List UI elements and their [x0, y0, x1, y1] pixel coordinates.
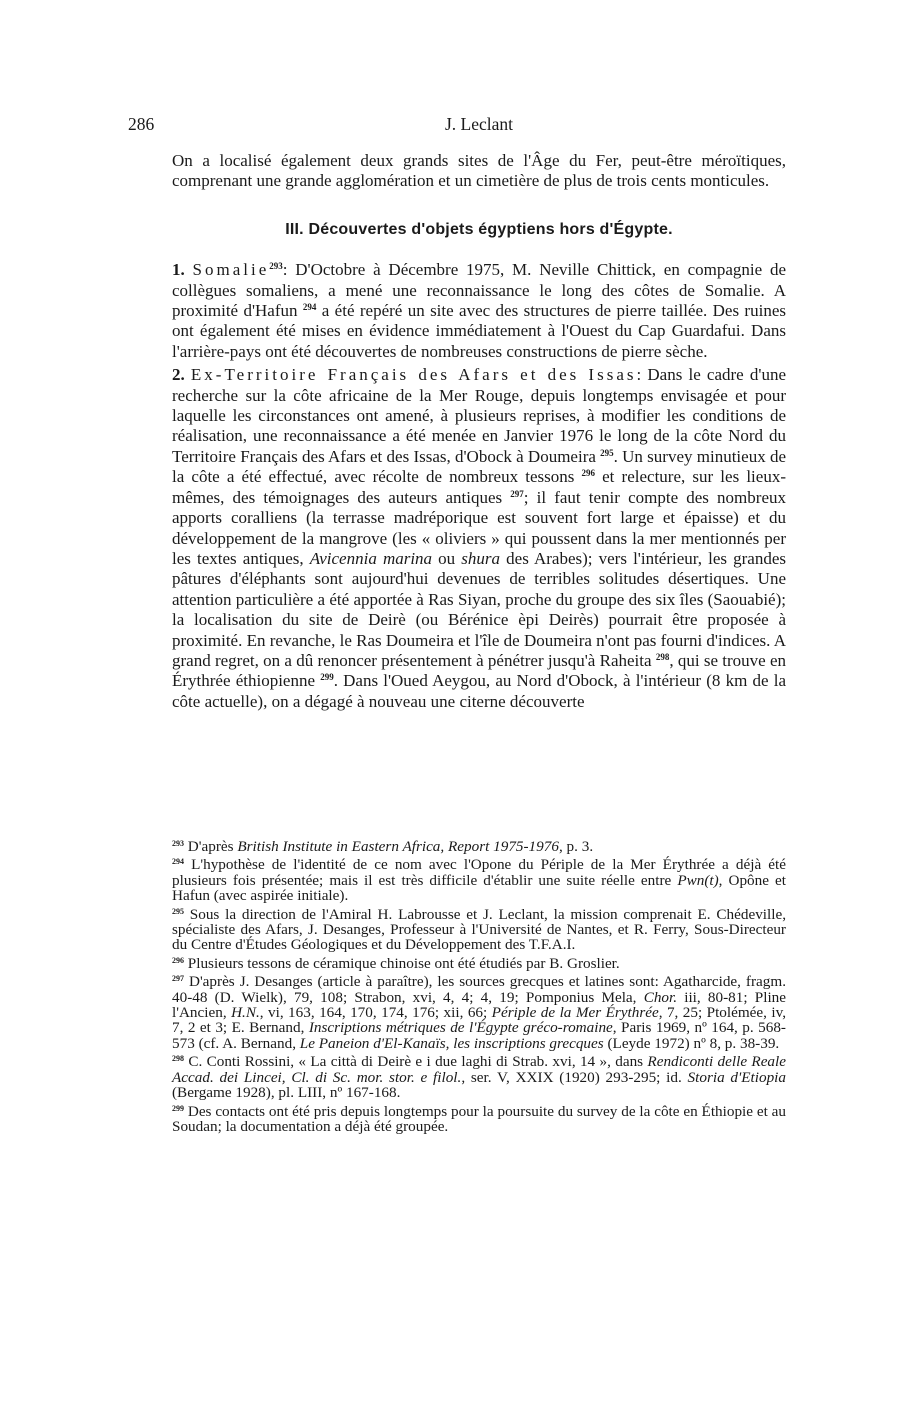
- footnote-number: 295: [172, 906, 184, 916]
- footnote-text: L'hypothèse de l'identité de ce nom avec l'Opone du Périple de la Mer Érythrée a déjà été plusieurs fois présentée; mais il est très difficile d'établir une suite réelle entre: [172, 856, 786, 889]
- footnote-text: Des contacts ont été pris depuis longtemps pour la poursuite du survey de la côte en Éthiopie et au Soudan; la documentation a déjà été groupée.: [172, 1102, 786, 1135]
- para-text: . Dans l'Oued Aeygou, au Nord d'Obock, à l'intérieur (8 km de la côte actuelle), on a dégagé à nouveau une citerne découverte: [172, 671, 786, 711]
- para-text: , qui se trouve en Érythrée éthiopienne: [172, 650, 787, 691]
- footnote-text: D'après J. Desanges (article à paraître), les sources grecques et latines sont: Agatharcide, fragm. 40-48 (D. Wielk), 79, 108; Strabon, xvi, 4, 4; 4, 19; Pomponius Mela,: [172, 973, 786, 1006]
- page-number: 286: [128, 114, 155, 134]
- italic-term: Le Paneion d'El-Kanaïs, les inscriptions grecques: [299, 1034, 604, 1052]
- para-text: et relecture, sur les lieux-mêmes, des témoignages des auteurs antiques: [172, 467, 786, 507]
- footnote-295: [172, 907, 786, 953]
- intro-text: On a localisé également deux grands sites de l'Âge du Fer, peut-être méroïtiques, comprenant une grande agglomération et un cimetière de plus de trois cents monticules.: [172, 151, 786, 191]
- footnote-ref: 299: [320, 672, 334, 683]
- footnote-text: , Paris 1969, nº 164, p. 568-573 (cf. A. Bernand,: [172, 1019, 786, 1052]
- para-text: ou: [432, 548, 462, 568]
- footnote-text: , ser. V, XXIX (1920) 293-295; id.: [461, 1068, 688, 1086]
- footnote-ref: 296: [581, 468, 595, 479]
- footnote-294: [172, 857, 786, 903]
- footnote-number: 293: [172, 839, 184, 848]
- footnote-number: 298: [172, 1054, 184, 1064]
- footnote-text: , vi, 163, 164, 170, 174, 176; xii, 66;: [259, 1004, 492, 1022]
- italic-term: Inscriptions métriques de l'Égypte gréco-romaine: [308, 1019, 613, 1037]
- footnote-text: , Opône et Hafun (avec aspirée initiale).: [172, 871, 786, 905]
- footnote-ref: 294: [302, 302, 317, 313]
- footnote-text: C. Conti Rossini, « La città di Deirè e i due laghi di Strab. xvi, 14 », dans: [184, 1053, 648, 1071]
- italic-term: shura: [461, 548, 501, 568]
- para-subject: Ex-Territoire Français des Afars et des Issas: [190, 365, 637, 385]
- italic-term: Pwn(t): [677, 871, 719, 889]
- footnote-text: (Leyde 1972) nº 8, p. 38-39.: [603, 1034, 780, 1052]
- footnote-297: [172, 974, 786, 1051]
- italic-term: Rendiconti delle Reale Accad. dei Lincei, Cl. di Sc. mor. stor. e filol.: [172, 1053, 786, 1086]
- footnote-293: [172, 839, 786, 854]
- footnote-text: , 7, 25; Ptolémée, iv, 7, 2 et 3; E. Bernand,: [172, 1004, 786, 1037]
- footnote-text: Plusieurs tessons de céramique chinoise ont été étudiés par B. Groslier.: [184, 954, 620, 972]
- footnote-text: , p. 3.: [558, 838, 594, 855]
- para-text: : Dans le cadre d'une recherche sur la côte africaine de la Mer Rouge, depuis longtemps envisagée et pour laquelle les circonstances ont amené, à plusieurs reprises, à modifier les conditions de réalisation, une reconnaissance a été menée en Janvier 1976 le long de la côte Nord du Territoire Français des Afars et des Issas, d'Obock à Doumeira: [172, 365, 786, 466]
- para-text: des Arabes); vers l'intérieur, les grandes pâtures d'éléphants sont aujourd'hui devenues de terribles solitudes désertiques. Une attention particulière a été apportée à Ras Siyan, proche du groupe des six îles (Saouabié); la localisation du site de Deirè (ou Bérénice èpi Deirès) pourrait être proposée à proximité. En revanche, le Ras Doumeira et l'île de Doumeira n'ont pas fourni d'indices. A grand regret, on a dû renoncer présentement à pénétrer jusqu'à Raheita: [172, 548, 786, 670]
- footnote-299: [172, 1104, 786, 1135]
- para-number: 1.: [172, 260, 185, 280]
- intro-paragraph: [172, 151, 786, 192]
- footnote-text: (Bergame 1928), pl. LIII, nº 167-168.: [172, 1084, 401, 1102]
- footnote-text: D'après: [184, 838, 238, 855]
- italic-term: British Institute in Eastern Africa, Report 1975-1976: [237, 838, 559, 855]
- footnote-number: 299: [172, 1103, 184, 1113]
- para-subject: Somalie: [192, 260, 270, 280]
- footnote-number: 296: [172, 955, 184, 965]
- footnote-ref: 297: [510, 488, 524, 499]
- footnote-298: [172, 1054, 786, 1100]
- para-text: . Un survey minutieux de la côte a été effectué, avec récolte de nombreux tessons: [172, 446, 786, 487]
- footnote-text: Sous la direction de l'Amiral H. Labrousse et J. Leclant, la mission comprenait E. Chédeville, spécialiste des Afars, J. Desanges, Professeur à l'Université de Nantes, et R. Ferry, Sous-Directeur du Centre d'Études Géologiques et du Développement des T.F.A.I.: [172, 905, 786, 954]
- para-text: ; il faut tenir compte des nombreux apports coralliens (la terrasse madréporique est souvent fort large et épaisse) et du développement de la mangrove (les « oliviers » qui poussent dans la mer mentionnés per les textes antiques,: [172, 487, 786, 568]
- paragraph-afars-issas: [172, 365, 786, 712]
- footnote-text: iii, 80-81; Pline l'Ancien,: [172, 988, 786, 1022]
- italic-term: Chor.: [643, 988, 678, 1006]
- para-text: : D'Octobre à Décembre 1975, M. Neville Chittick, en compagnie de collègues somaliens, a mené une reconnaissance le long des côtes de Somalie. A proximité d'Hafun: [172, 260, 787, 321]
- para-text: a été repéré un site avec des structures de pierre taillée. Des ruines ont également été mises en évidence immédiatement à l'Ouest du Cap Guardafui. Dans l'arrière-pays ont été découvertes de nombreuses constructions de pierre sèche.: [172, 301, 786, 361]
- footnote-ref: 298: [655, 651, 670, 662]
- italic-term: H.N.: [231, 1004, 260, 1022]
- section-heading: III. Découvertes d'objets égyptiens hors d'Égypte.: [285, 220, 673, 238]
- footnote-number: 294: [172, 857, 184, 867]
- page-header: [128, 114, 786, 138]
- footnote-number: 297: [172, 974, 184, 984]
- footnote-296: [172, 956, 786, 971]
- footnotes: [172, 839, 786, 1137]
- footnote-ref: 295: [600, 447, 614, 458]
- para-number: 2.: [172, 365, 185, 385]
- main-text: [172, 151, 786, 712]
- paragraph-somalie: [172, 260, 786, 362]
- italic-term: Avicennia marina: [309, 548, 433, 568]
- running-title: J. Leclant: [444, 114, 514, 134]
- footnote-ref: 293: [269, 261, 283, 272]
- italic-term: Storia d'Etiopia: [687, 1068, 786, 1086]
- italic-term: Périple de la Mer Érythrée: [491, 1004, 659, 1022]
